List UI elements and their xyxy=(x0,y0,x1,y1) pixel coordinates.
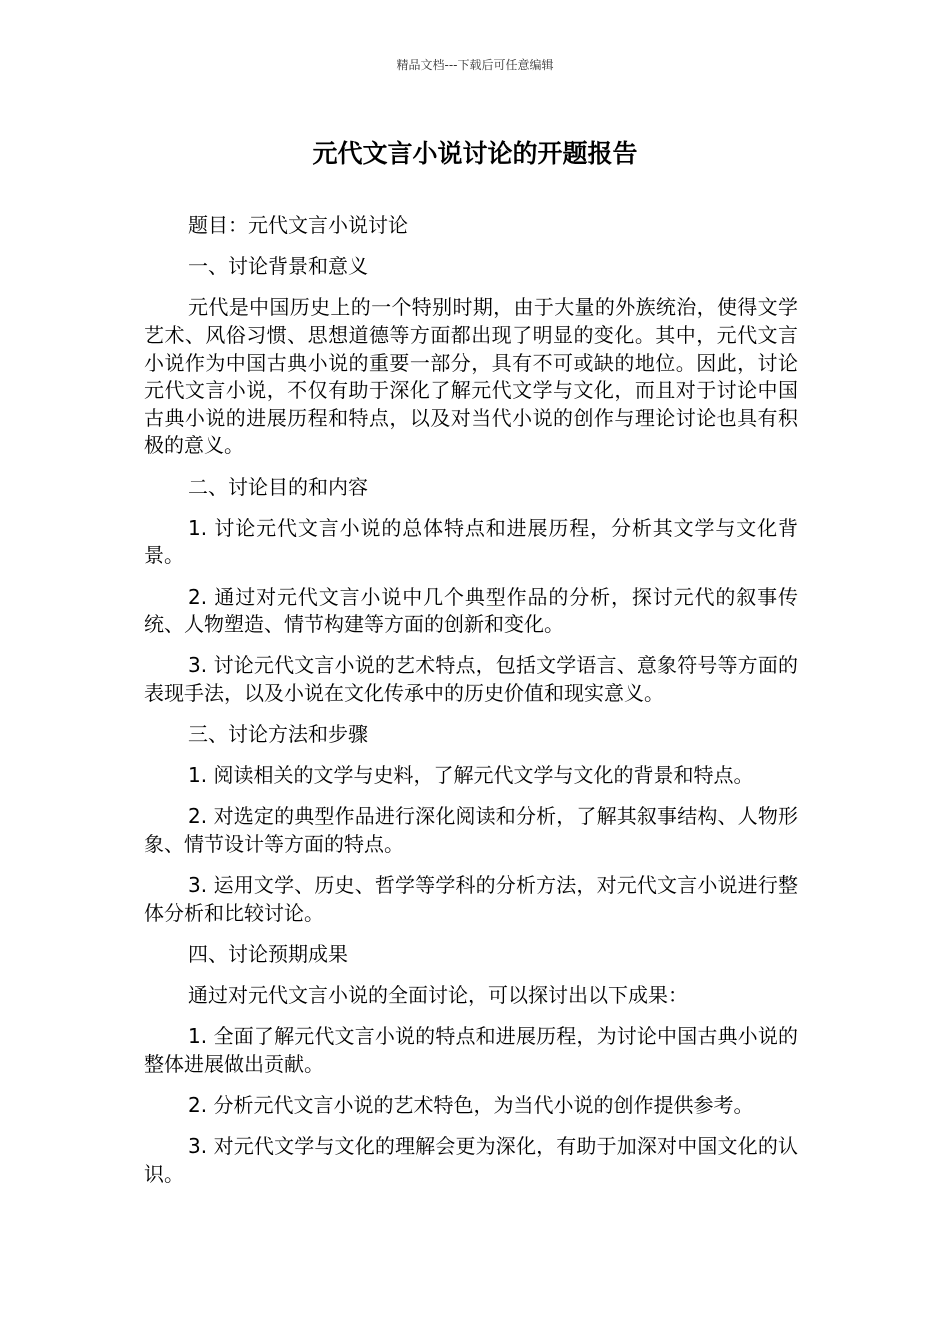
section-heading-background: 一、讨论背景和意义 xyxy=(188,254,368,279)
document-body xyxy=(144,212,798,1202)
paragraph-background: 元代是中国历史上的一个特别时期，由于大量的外族统治，使得文学艺术、风俗习惯、思想道德等方面都出现了明显的变化。其中，元代文言小说作为中国古典小说的重要一部分，具有不可或缺的地位。因此，讨论元代文言小说，不仅有助于深化了解元代文学与文化，而且对于讨论中国古典小说的进展历程和特点，以及对当代小说的创作与理论讨论也具有积极的意义。 xyxy=(144,295,798,458)
list-item-method-3: 3. 运用文学、历史、哲学等学科的分析方法，对元代文言小说进行整体分析和比较讨论。 xyxy=(144,873,798,925)
page-title: 元代文言小说讨论的开题报告 xyxy=(312,139,638,168)
list-item-goal-3: 3. 讨论元代文言小说的艺术特点，包括文学语言、意象符号等方面的表现手法，以及小说在文化传承中的历史价值和现实意义。 xyxy=(144,653,798,705)
list-item-method-1: 1. 阅读相关的文学与史料，了解元代文学与文化的背景和特点。 xyxy=(188,763,754,788)
list-item-outcome-2: 2. 分析元代文言小说的艺术特色，为当代小说的创作提供参考。 xyxy=(188,1093,754,1118)
paragraph-topic: 题目：元代文言小说讨论 xyxy=(188,213,408,237)
section-heading-goals: 二、讨论目的和内容 xyxy=(188,474,368,499)
list-item-method-2: 2. 对选定的典型作品进行深化阅读和分析，了解其叙事结构、人物形象、情节设计等方面的特点。 xyxy=(144,804,798,857)
list-item-goal-1: 1. 讨论元代文言小说的总体特点和进展历程，分析其文学与文化背景。 xyxy=(144,515,798,568)
section-heading-outcomes: 四、讨论预期成果 xyxy=(188,942,348,966)
paragraph-outcomes-intro: 通过对元代文言小说的全面讨论，可以探讨出以下成果： xyxy=(188,983,688,1008)
header-note: 精品文档---下载后可任意编辑 xyxy=(396,58,554,72)
list-item-goal-2: 2. 通过对元代文言小说中几个典型作品的分析，探讨元代的叙事传统、人物塑造、情节构建等方面的创新和变化。 xyxy=(144,584,798,637)
list-item-outcome-3: 3. 对元代文学与文化的理解会更为深化，有助于加深对中国文化的认识。 xyxy=(144,1134,798,1186)
section-heading-methods: 三、讨论方法和步骤 xyxy=(188,722,368,747)
list-item-outcome-1: 1. 全面了解元代文言小说的特点和进展历程，为讨论中国古典小说的整体进展做出贡献。 xyxy=(144,1024,798,1076)
